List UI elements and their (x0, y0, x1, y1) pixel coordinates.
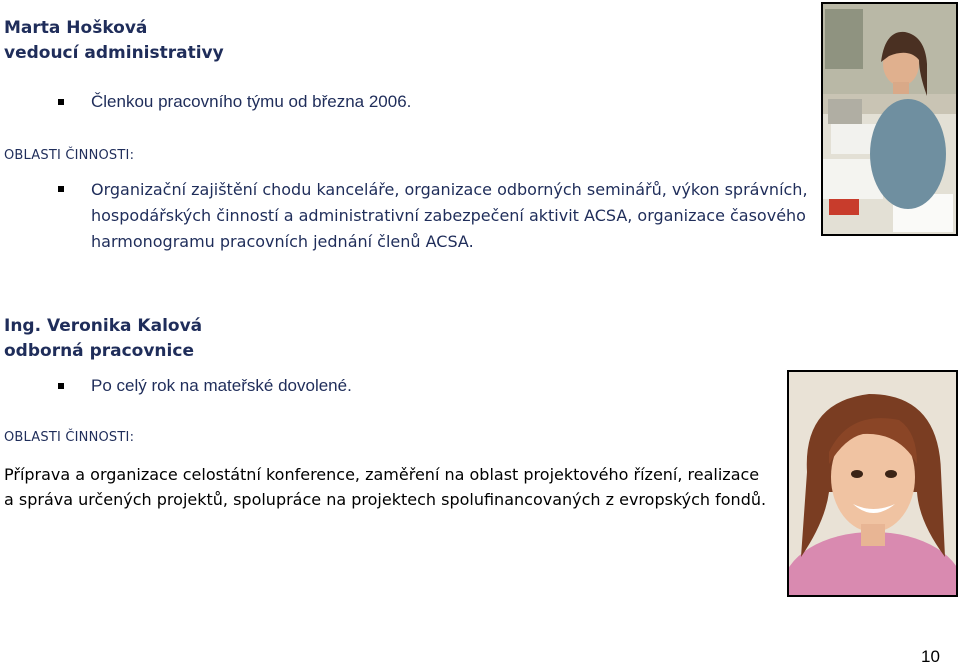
person1-name: Marta Hošková (4, 18, 148, 38)
person2-role: odborná pracovnice (4, 341, 194, 361)
person1-photo (821, 2, 958, 236)
page-number: 10 (921, 647, 940, 666)
person1-activity-line: Organizační zajištění chodu kanceláře, organizace odborných seminářů, výkon správních, (91, 180, 808, 199)
person1-activity-line: hospodářských činností a administrativní zabezpečení aktivit ACSA, organizace časového (91, 206, 806, 225)
bullet-square-icon (58, 383, 64, 389)
person2-activity-text (4, 462, 766, 512)
person2-activity-line: a správa určených projektů, spolupráce na projektech spolufinancovaných z evropských fondů. (4, 490, 767, 509)
person2-activity-line: Příprava a organizace celostátní konference, zaměření na oblast projektového řízení, realizace (4, 465, 760, 484)
person1-activity-text (91, 177, 808, 255)
bullet-square-icon (58, 99, 64, 105)
person1-role: vedoucí administrativy (4, 43, 224, 63)
person2-photo (787, 370, 958, 597)
person1-section-label: OBLASTI ČINNOSTI: (4, 148, 135, 163)
bullet-square-icon (58, 186, 64, 192)
person2-photo-image (789, 372, 956, 595)
person2-bullet: Po celý rok na mateřské dovolené. (91, 376, 352, 395)
person1-bullet: Členkou pracovního týmu od března 2006. (91, 92, 412, 111)
person1-activity-line: harmonogramu pracovních jednání členů ACSA. (91, 232, 474, 251)
person1-photo-image (823, 4, 956, 234)
person2-name: Ing. Veronika Kalová (4, 316, 203, 336)
person2-section-label: OBLASTI ČINNOSTI: (4, 430, 135, 445)
